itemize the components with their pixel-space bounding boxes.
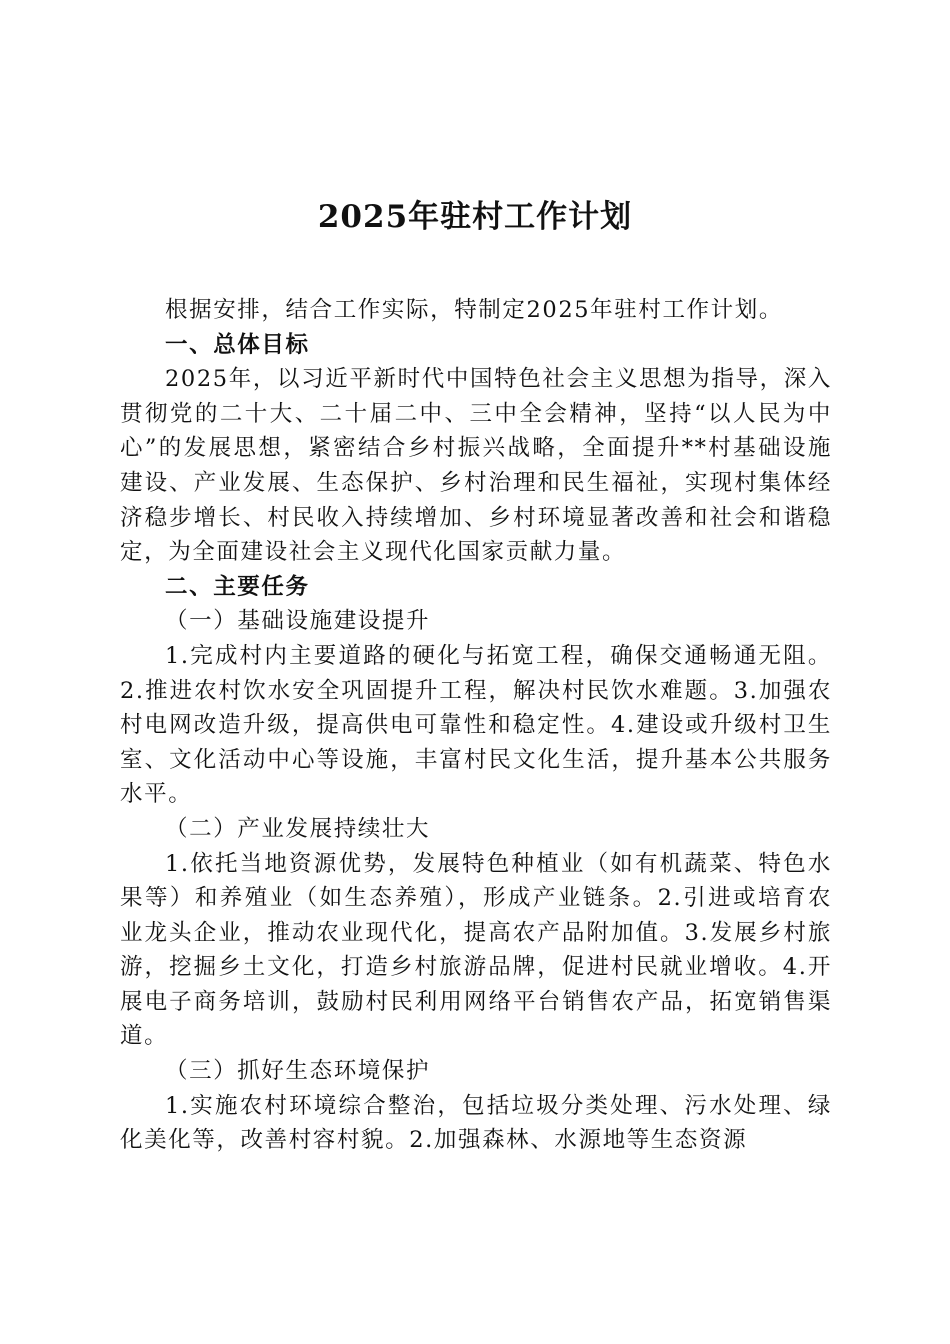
section-heading-main-tasks: 二、主要任务 [165,573,310,600]
infrastructure-paragraph: 1.完成村内主要道路的硬化与拓宽工程，确保交通畅通无阻。2.推进农村饮水安全巩固提升工程，解决村民饮水难题。3.加强农村电网改造升级，提高供电可靠性和稳定性。4.建设或升级村卫生室、文化活动中心等设施，丰富村民文化生活，提升基本公共服务水平。 [120,642,832,808]
intro-paragraph: 根据安排，结合工作实际，特制定2025年驻村工作计划。 [165,297,783,323]
ecology-paragraph: 1.实施农村环境综合整治，包括垃圾分类处理、污水处理、绿化美化等，改善村容村貌。2.加强森林、水源地等生态资源 [120,1092,832,1154]
document-title: 2025年驻村工作计划 [317,199,633,235]
subsection-heading-industry: （二）产业发展持续壮大 [165,815,431,842]
industry-paragraph: 1.依托当地资源优势，发展特色种植业（如有机蔬菜、特色水果等）和养殖业（如生态养殖），形成产业链条。2.引进或培育农业龙头企业，推动农业现代化，提高农产品附加值。3.发展乡村旅游，挖掘乡土文化，打造乡村旅游品牌，促进村民就业增收。4.开展电子商务培训，鼓励村民利用网络平台销售农产品，拓宽销售渠道。 [120,850,832,1050]
subsection-heading-infrastructure: （一）基础设施建设提升 [165,608,431,635]
subsection-heading-ecology: （三）抓好生态环境保护 [165,1058,431,1085]
section-heading-overall-goal: 一、总体目标 [165,331,310,358]
overall-goal-paragraph: 2025年，以习近平新时代中国特色社会主义思想为指导，深入贯彻党的二十大、二十届二中、三中全会精神，坚持“以人民为中心”的发展思想，紧密结合乡村振兴战略，全面提升**村基础设施建设、产业发展、生态保护、乡村治理和民生福祉，实现村集体经济稳步增长、村民收入持续增加、乡村环境显著改善和社会和谐稳定，为全面建设社会主义现代化国家贡献力量。 [120,366,832,566]
document-body [120,293,832,1158]
